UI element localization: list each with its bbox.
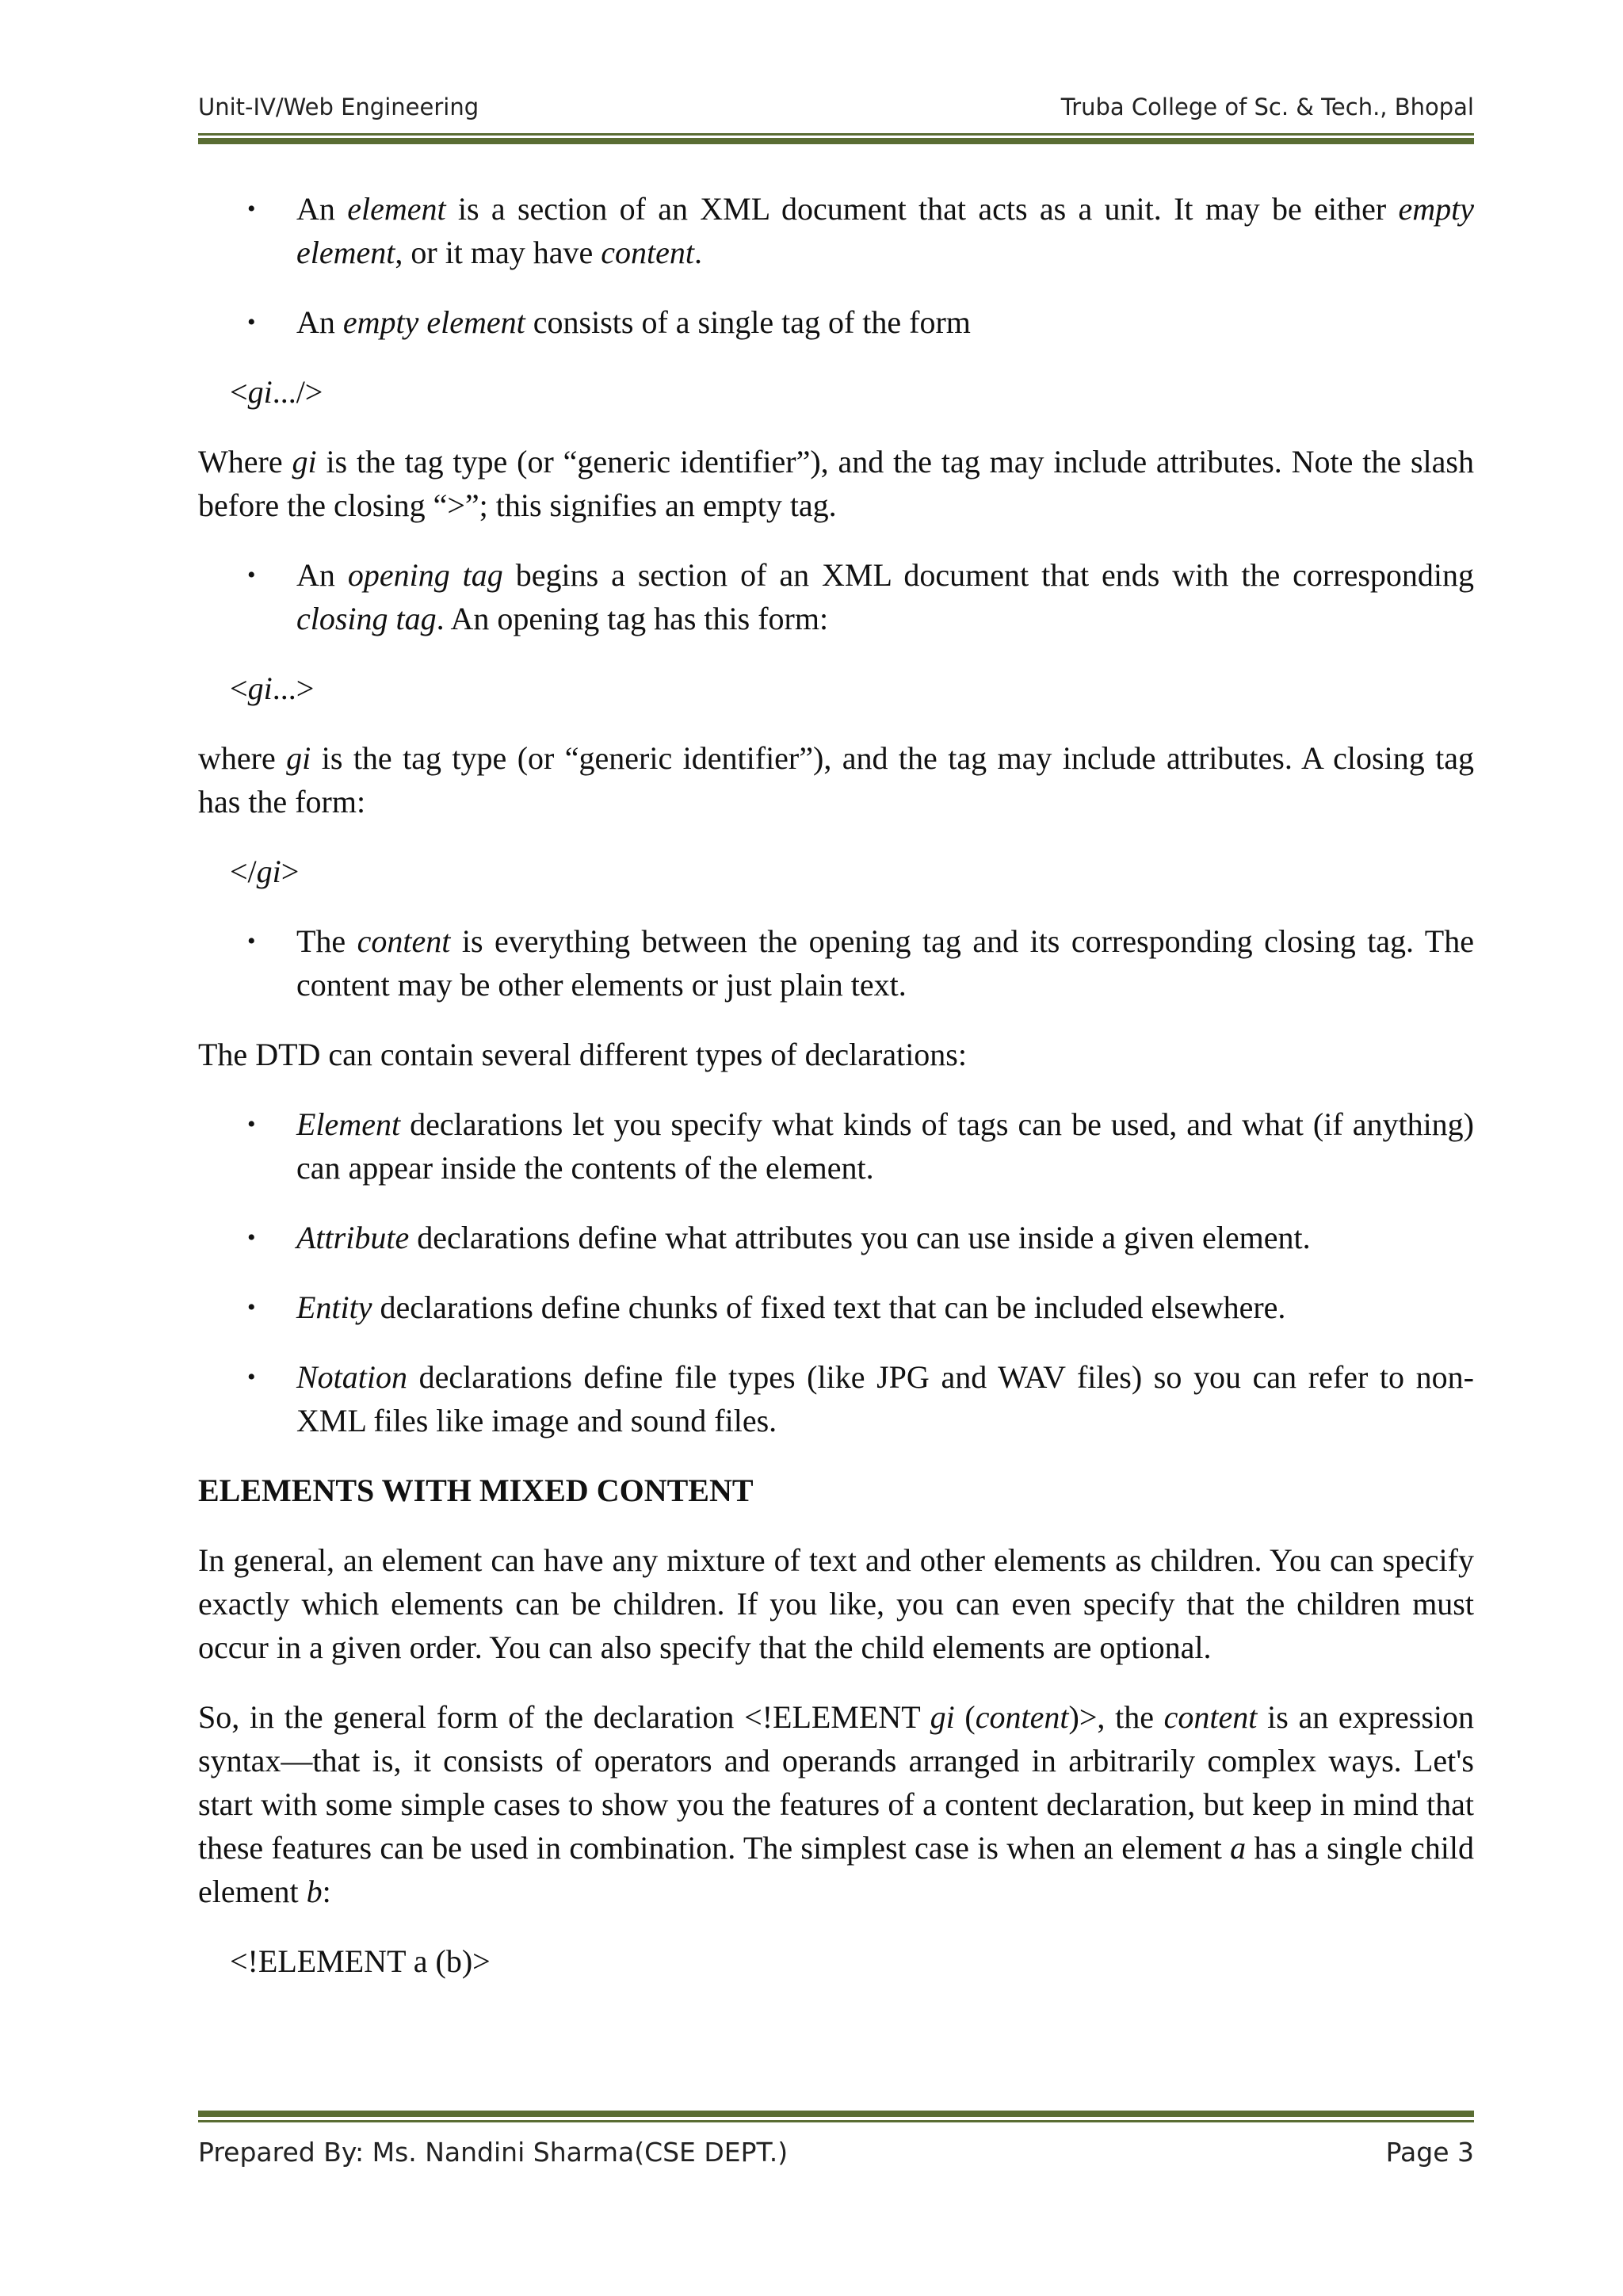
- page-body: [198, 187, 1474, 2009]
- code-opening-tag: <gi...>: [230, 670, 315, 706]
- bullet-empty-element: • An empty element consists of a single tag of the form: [198, 300, 1474, 344]
- header-rule-thick: [198, 138, 1474, 144]
- paragraph-content-declaration: So, in the general form of the declaration <!ELEMENT gi (content)>, the content is an expression syntax—that is, it consists of operators and operands arranged in arbitrarily complex ways. Let's start with some simple cases to show you the features of a content declaration, but keep in mind that these features can be used in combination. The simplest case is when an element a has a single child element b:: [198, 1699, 1474, 1909]
- bullet-notation-declarations: • Notation declarations define file types (like JPG and WAV files) so you can refer to non-XML files like image and sound files.: [198, 1355, 1474, 1442]
- bullet-attribute-declarations: • Attribute declarations define what attributes you can use inside a given element.: [198, 1216, 1474, 1259]
- header-rule-thin: [198, 133, 1474, 136]
- footer-rule-thick: [198, 2111, 1474, 2117]
- bullet-element-definition: • An element is a section of an XML document that acts as a unit. It may be either empty element, or it may have content.: [198, 187, 1474, 274]
- section-heading: ELEMENTS WITH MIXED CONTENT: [198, 1473, 754, 1508]
- code-closing-tag: </gi>: [230, 854, 300, 889]
- footer-page-number: Page 3: [1385, 2137, 1474, 2168]
- bullet-dot: •: [247, 1294, 256, 1320]
- paragraph-mixed-content: In general, an element can have any mixture of text and other elements as children. You can specify exactly which elements can be children. If you like, you can even specify that the children must occur in a given order. You can also specify that the child elements are optional.: [198, 1542, 1474, 1665]
- paragraph-dtd-declarations: The DTD can contain several different types of declarations:: [198, 1037, 967, 1072]
- header-college-name: Truba College of Sc. & Tech., Bhopal: [1060, 94, 1474, 120]
- bullet-dot: •: [247, 1364, 256, 1390]
- header-unit-title: Unit-IV/Web Engineering: [198, 94, 479, 120]
- bullet-dot: •: [247, 1224, 256, 1251]
- code-element-a-b: <!ELEMENT a (b)>: [230, 1943, 491, 1979]
- paragraph-gi-empty: Where gi is the tag type (or “generic identifier”), and the tag may include attributes. Note the slash before the closing “>”; this signifies an empty tag.: [198, 444, 1474, 523]
- bullet-element-declarations: • Element declarations let you specify what kinds of tags can be used, and what (if anything) can appear inside the contents of the element.: [198, 1102, 1474, 1190]
- paragraph-gi-closing: where gi is the tag type (or “generic identifier”), and the tag may include attributes. A closing tag has the form:: [198, 740, 1475, 819]
- bullet-dot: •: [247, 196, 256, 222]
- document-page: [198, 0, 1474, 2296]
- bullet-opening-tag: • An opening tag begins a section of an XML document that ends with the corresponding closing tag. An opening tag has this form:: [198, 553, 1474, 640]
- bullet-dot: •: [247, 309, 256, 335]
- page-header: [198, 94, 1474, 133]
- bullet-dot: •: [247, 1111, 256, 1137]
- footer-author: Prepared By: Ms. Nandini Sharma(CSE DEPT.): [198, 2137, 789, 2168]
- code-empty-tag: <gi.../>: [230, 374, 323, 410]
- bullet-entity-declarations: • Entity declarations define chunks of fixed text that can be included elsewhere.: [198, 1286, 1474, 1329]
- footer-rule-thin: [198, 2120, 1474, 2122]
- bullet-content: • The content is everything between the opening tag and its corresponding closing tag. The content may be other elements or just plain text.: [198, 919, 1474, 1007]
- bullet-dot: •: [247, 562, 256, 588]
- page-footer: [198, 2137, 1474, 2176]
- bullet-dot: •: [247, 928, 256, 954]
